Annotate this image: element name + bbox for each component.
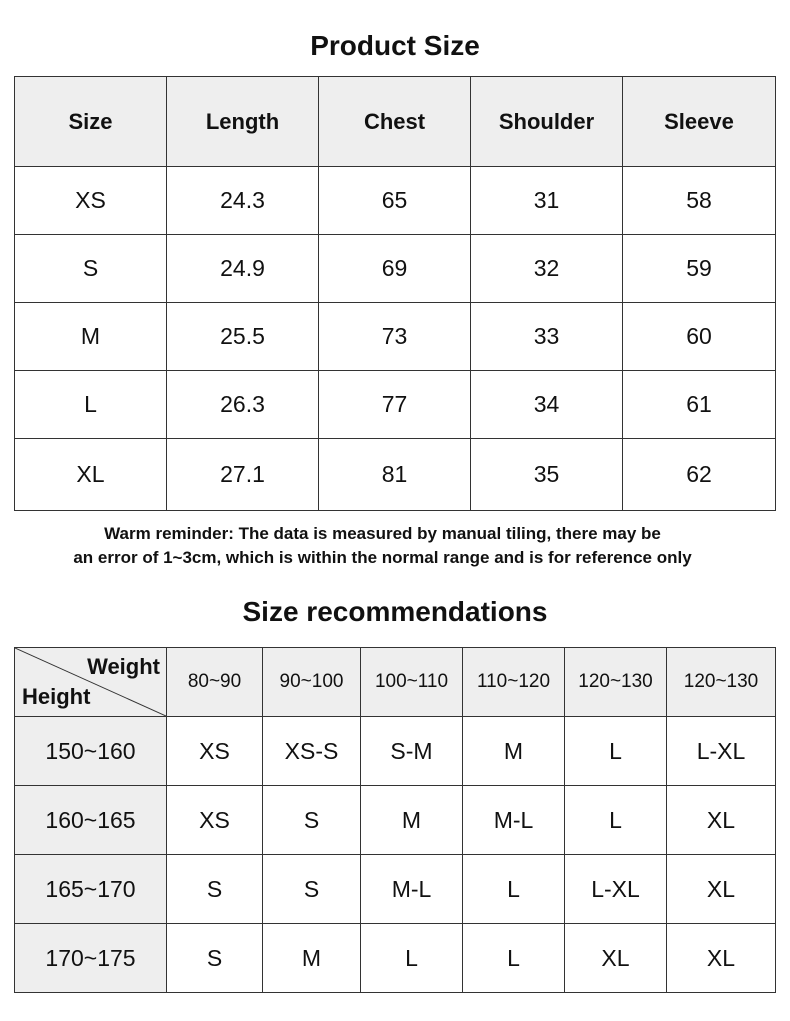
recommended-size-cell: L (463, 855, 565, 924)
length-cell: 24.9 (167, 235, 319, 303)
recommended-size-cell: S-M (361, 717, 463, 786)
recommended-size-cell: L (565, 786, 667, 855)
height-corner-label: Height (22, 684, 91, 709)
recommended-size-cell: XL (565, 924, 667, 993)
rec-table-header-row (15, 648, 776, 717)
chest-cell: 73 (319, 303, 471, 371)
recommended-size-cell: XL (667, 786, 776, 855)
length-cell: 27.1 (167, 439, 319, 511)
size-recommendations-title: Size recommendations (242, 596, 548, 627)
table-row (15, 371, 776, 439)
table-row (15, 855, 776, 924)
recommended-size-cell: XL (667, 924, 776, 993)
chest-cell: 69 (319, 235, 471, 303)
recommended-size-cell: M (463, 717, 565, 786)
recommended-size-cell: L (463, 924, 565, 993)
recommended-size-cell: M (361, 786, 463, 855)
shoulder-cell: 31 (471, 167, 623, 235)
recommended-size-cell: L-XL (667, 717, 776, 786)
product-size-table (14, 76, 776, 511)
recommended-size-cell: L (565, 717, 667, 786)
length-cell: 25.5 (167, 303, 319, 371)
sleeve-cell: 60 (623, 303, 776, 371)
weight-header: 80~90 (167, 648, 263, 717)
shoulder-cell: 33 (471, 303, 623, 371)
reminder-line-1: Warm reminder: The data is measured by manual tiling, there may be (104, 524, 661, 543)
warm-reminder-note (0, 522, 765, 570)
recommended-size-cell: XS (167, 717, 263, 786)
size-cell: XL (15, 439, 167, 511)
corner-header-cell (15, 648, 167, 717)
shoulder-cell: 32 (471, 235, 623, 303)
header-chest: Chest (319, 77, 471, 167)
recommended-size-cell: S (167, 855, 263, 924)
weight-header: 110~120 (463, 648, 565, 717)
header-sleeve: Sleeve (623, 77, 776, 167)
recommended-size-cell: XS-S (263, 717, 361, 786)
recommended-size-cell: S (167, 924, 263, 993)
size-table-header-row (15, 77, 776, 167)
header-size: Size (15, 77, 167, 167)
product-size-title: Product Size (310, 30, 480, 61)
weight-header: 120~130 (667, 648, 776, 717)
recommended-size-cell: XS (167, 786, 263, 855)
chest-cell: 77 (319, 371, 471, 439)
weight-header: 100~110 (361, 648, 463, 717)
chest-cell: 81 (319, 439, 471, 511)
recommended-size-cell: L-XL (565, 855, 667, 924)
sleeve-cell: 58 (623, 167, 776, 235)
recommended-size-cell: M-L (361, 855, 463, 924)
weight-header: 90~100 (263, 648, 361, 717)
size-cell: L (15, 371, 167, 439)
length-cell: 24.3 (167, 167, 319, 235)
header-length: Length (167, 77, 319, 167)
sleeve-cell: 62 (623, 439, 776, 511)
length-cell: 26.3 (167, 371, 319, 439)
table-row (15, 167, 776, 235)
recommended-size-cell: L (361, 924, 463, 993)
chest-cell: 65 (319, 167, 471, 235)
height-cell: 170~175 (15, 924, 167, 993)
height-cell: 165~170 (15, 855, 167, 924)
recommended-size-cell: S (263, 786, 361, 855)
size-cell: S (15, 235, 167, 303)
height-cell: 160~165 (15, 786, 167, 855)
recommended-size-cell: M (263, 924, 361, 993)
shoulder-cell: 35 (471, 439, 623, 511)
height-cell: 150~160 (15, 717, 167, 786)
table-row (15, 303, 776, 371)
reminder-line-2: an error of 1~3cm, which is within the normal range and is for reference only (73, 548, 692, 567)
table-row (15, 924, 776, 993)
recommended-size-cell: XL (667, 855, 776, 924)
weight-header: 120~130 (565, 648, 667, 717)
size-cell: XS (15, 167, 167, 235)
table-row (15, 786, 776, 855)
sleeve-cell: 59 (623, 235, 776, 303)
recommended-size-cell: M-L (463, 786, 565, 855)
table-row (15, 235, 776, 303)
size-recommendations-table (14, 647, 776, 993)
sleeve-cell: 61 (623, 371, 776, 439)
weight-corner-label: Weight (87, 654, 160, 679)
header-shoulder: Shoulder (471, 77, 623, 167)
table-row (15, 717, 776, 786)
table-row (15, 439, 776, 511)
shoulder-cell: 34 (471, 371, 623, 439)
recommended-size-cell: S (263, 855, 361, 924)
size-cell: M (15, 303, 167, 371)
